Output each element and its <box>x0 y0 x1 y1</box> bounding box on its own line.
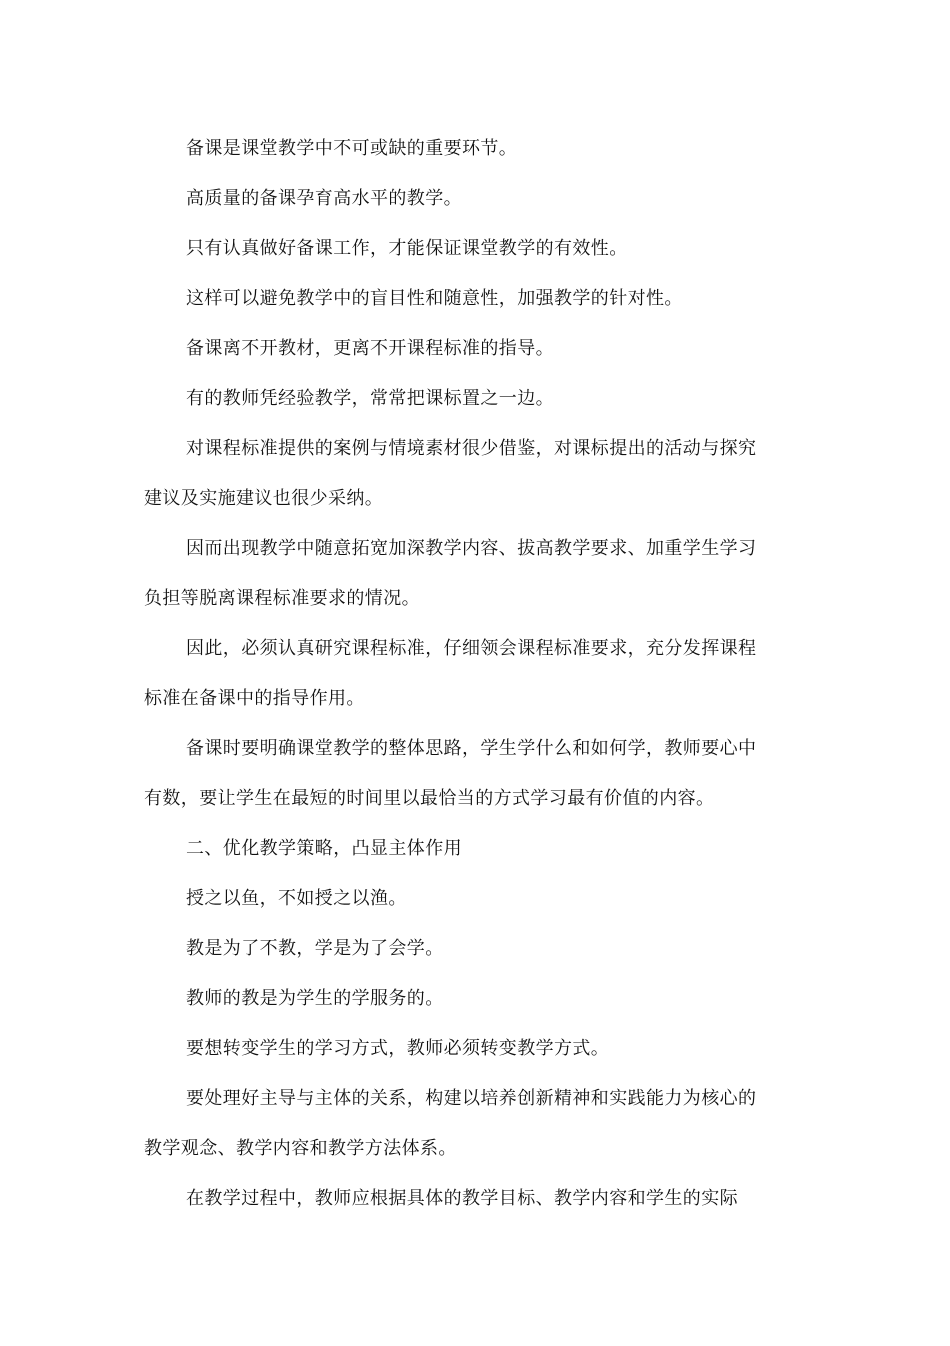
paragraph-12: 授之以鱼，不如授之以渔。 <box>186 888 407 909</box>
document-body <box>144 124 760 1224</box>
paragraph-4: 这样可以避免教学中的盲目性和随意性，加强教学的针对性。 <box>186 288 683 309</box>
paragraph-16: 要处理好主导与主体的关系，构建以培养创新精神和实践能力为核心的教学观念、教学内容和教学方法体系。 <box>144 1088 757 1159</box>
paragraph-7: 对课程标准提供的案例与情境素材很少借鉴，对课标提出的活动与探究建议及实施建议也很少采纳。 <box>144 438 757 509</box>
section-heading: 二、优化教学策略，凸显主体作用 <box>186 838 462 859</box>
paragraph-3: 只有认真做好备课工作，才能保证课堂教学的有效性。 <box>186 238 628 259</box>
paragraph-13: 教是为了不教，学是为了会学。 <box>186 938 444 959</box>
paragraph-1: 备课是课堂教学中不可或缺的重要环节。 <box>186 138 518 159</box>
paragraph-15: 要想转变学生的学习方式，教师必须转变教学方式。 <box>186 1038 610 1059</box>
paragraph-5: 备课离不开教材，更离不开课程标准的指导。 <box>186 338 554 359</box>
paragraph-6: 有的教师凭经验教学，常常把课标置之一边。 <box>186 388 554 409</box>
paragraph-17: 在教学过程中，教师应根据具体的教学目标、教学内容和学生的实际 <box>186 1188 738 1209</box>
paragraph-10: 备课时要明确课堂教学的整体思路，学生学什么和如何学，教师要心中有数，要让学生在最短的时间里以最恰当的方式学习最有价值的内容。 <box>144 738 757 809</box>
paragraph-2: 高质量的备课孕育高水平的教学。 <box>186 188 462 209</box>
paragraph-9: 因此，必须认真研究课程标准，仔细领会课程标准要求，充分发挥课程标准在备课中的指导作用。 <box>144 638 757 709</box>
paragraph-14: 教师的教是为学生的学服务的。 <box>186 988 444 1009</box>
paragraph-8: 因而出现教学中随意拓宽加深教学内容、拔高教学要求、加重学生学习负担等脱离课程标准要求的情况。 <box>144 538 757 609</box>
